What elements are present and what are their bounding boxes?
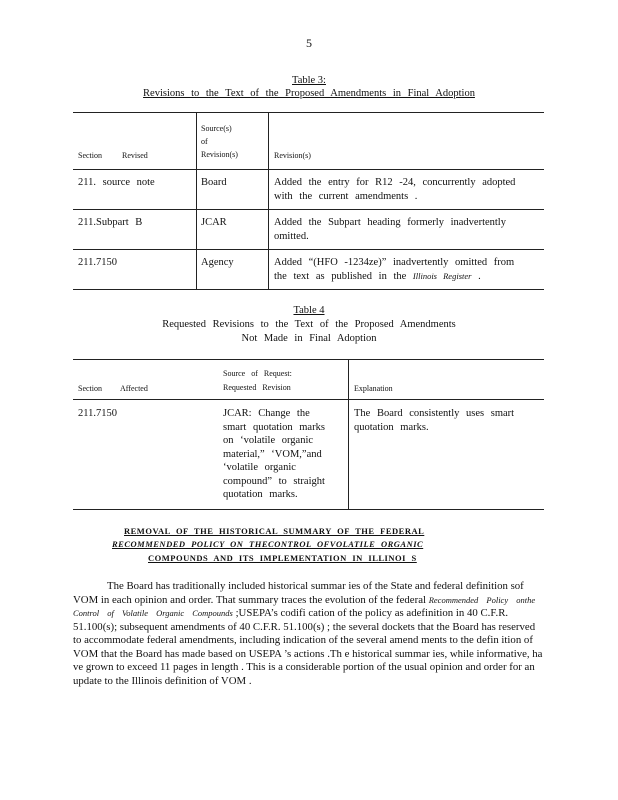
table4-caption-line1: Requested Revisions to the Text of the Proposed Amendments [162, 319, 456, 330]
table3-title-text: Table 3: [292, 75, 326, 86]
table4-row1-request: JCAR: Change the smart quotation marks on ‘volatile organic material,” ‘VOM,”and ‘volatile organic compound” to straight quotation marks. [223, 408, 325, 500]
table3-header-revisions: Revision(s) [274, 151, 311, 160]
table3-col-divider-2 [268, 112, 269, 289]
table3-row3-revision-italic: Illinois Register [412, 270, 472, 281]
table3-header-source-l1: Source(s) [201, 124, 232, 133]
table3-top-rule [73, 112, 544, 113]
table3-row1-revision: Added the entry for R12 -24, concurrently adopted with the current amendments . [274, 177, 516, 202]
table4-header-source-l2: Requested Revision [223, 383, 291, 392]
section-heading-line1: REMOVAL OF THE HISTORICAL SUMMARY OF THE FEDERAL [124, 526, 425, 536]
table3-row2-section: 211.Subpart B [78, 217, 143, 228]
table3-header-revised-label: Revised [122, 151, 148, 160]
table4-top-rule [73, 359, 544, 360]
table3-caption-text: Revisions to the Text of the Proposed Amendments in Final Adoption [143, 88, 475, 99]
table3-row3-revision-end: . [478, 270, 481, 282]
table4-header-source [223, 369, 343, 393]
table4-header-rule [73, 399, 544, 400]
table3-col-divider-1 [196, 112, 197, 289]
table4-row1-explanation: The Board consistently uses smart quotation marks. [354, 408, 515, 433]
table4-title [0, 304, 618, 317]
table3-row1-section: 211. source note [78, 177, 155, 188]
table4-col-divider [348, 359, 349, 509]
body-paragraph [73, 580, 543, 688]
body-text-part1: The Board has traditionally included historical summar ies of the State and federal definition sof VOM in each opinion and order. That summary traces the evolution of the federal [73, 580, 524, 606]
table3-header-source [201, 124, 238, 160]
table3-header-rule [73, 169, 544, 170]
table4-header-section-label: Section [78, 384, 102, 393]
table4-bottom-rule [73, 509, 544, 510]
table3-row2-source: JCAR [201, 217, 227, 228]
table4-header-explanation: Explanation [354, 384, 393, 393]
table3-row3-revision-text: Added “(HFO -1234ze)” inadvertently omitted from the text as published in the [274, 257, 515, 282]
table4-header-source-l1: Source of Request: [223, 369, 292, 378]
body-text-italic: Recommended Policy onthe Control of Volatile Organic Compounds [73, 594, 536, 618]
table3-row1-source: Board [201, 177, 227, 188]
table4-title-text: Table 4 [293, 305, 325, 316]
table4-caption-line2: Not Made in Final Adoption [241, 333, 377, 344]
table3-header-section-label: Section [78, 151, 102, 160]
section-heading-line2: RECOMMENDED POLICY ON THECONTROL OFVOLATILE ORGANIC [112, 539, 424, 549]
table4-header-affected-label: Affected [120, 384, 148, 393]
table3-header-source-l3: Revision(s) [201, 150, 238, 159]
table3-bottom-rule [73, 289, 544, 290]
body-text-part2: ;USEPA’s codifi cation of the policy as adefinition in 40 C.F.R. 51.100(s); subsequent amendments of 40 C.F.R. 51.100(s) ; the several dockets that the Board has reserved to accommodate federal amendments, including indication of the several amend ments to the defin ition of VOM that the Board has made based on USEPA ’s actions .Th e historical summar ies, while informative, ha ve grown to exceed 11 pages in length . This is a considerable portion of the usual opinion and order for an update to the Illinois definition of VOM . [73, 607, 543, 687]
table3-title [0, 74, 618, 87]
page-number: 5 [306, 36, 312, 50]
table3-row1-rule [73, 209, 544, 210]
table3-header-source-l2: of [201, 137, 208, 146]
table3-row3-revision [274, 256, 530, 283]
table3-row2-rule [73, 249, 544, 250]
table3-row3-source: Agency [201, 257, 234, 268]
table4-header-section [78, 384, 148, 394]
table3-caption [0, 87, 618, 100]
table3-row2-revision: Added the Subpart heading formerly inadvertently omitted. [274, 217, 506, 242]
table3-row3-section: 211.7150 [78, 257, 117, 268]
table4-row1-section: 211.7150 [78, 408, 117, 419]
section-heading-line3: COMPOUNDS AND ITS IMPLEMENTATION IN ILLINOI S [148, 553, 417, 563]
table3-header-section [78, 151, 148, 161]
